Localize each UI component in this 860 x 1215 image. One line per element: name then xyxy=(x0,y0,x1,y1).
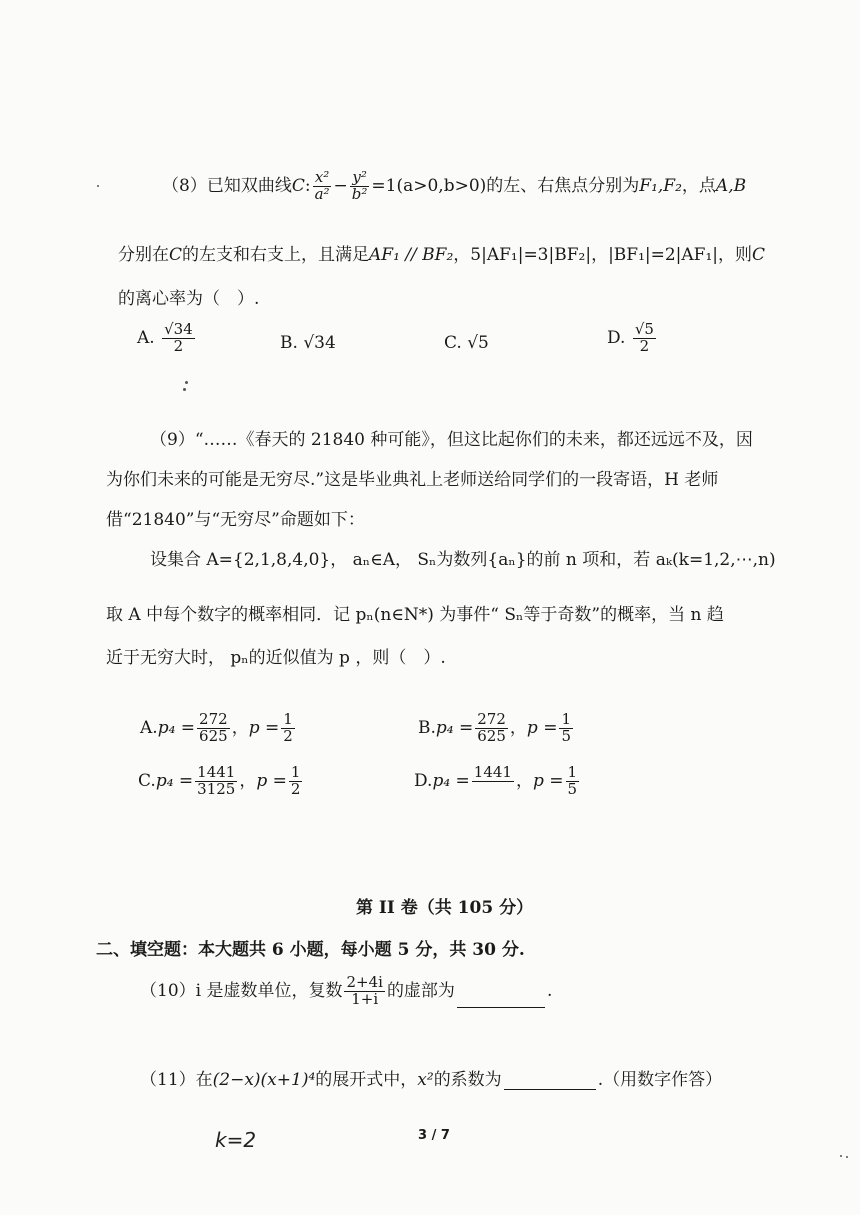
fraction-y2-b2: $\frac{\text{y²}}{\text{b²}}$ xyxy=(351,168,368,203)
q9-option-a: A.p₄ = $\frac{272}{625}$ ，p = $\frac{1}{2}$ xyxy=(140,710,293,745)
q8-option-b: B. √34 xyxy=(280,333,336,353)
stray-mark xyxy=(846,1156,848,1158)
q8-line2: 分别在C的左支和右支上，且满足AF₁ // BF₂，5|AF₁|=3|BF₂|，|BF₁|=2|AF₁|，则C xyxy=(118,245,766,265)
stray-mark xyxy=(840,1155,842,1157)
fraction-x2-a2: $\frac{\text{x²}}{\text{a²}}$ xyxy=(314,168,330,203)
q9-line3: 借“21840”与“无穷尽”命题如下： xyxy=(106,510,365,530)
q8-line1: （8）已知双曲线C: $\frac{\text{x²}}{\text{a²}}$ − $\frac{\text{y²}}{\text{b²}}$ =1(a>0,b>0)的左、右焦点分别为F₁,F₂，点A,B xyxy=(162,168,747,203)
q8-option-c: C. √5 xyxy=(444,333,489,353)
q10-line: （10）i 是虚数单位，复数 $\frac{2+4i}{1+i}$ 的虚部为 . xyxy=(140,973,553,1008)
section-heading: 二、填空题：本大题共 6 小题，每小题 5 分，共 30 分. xyxy=(96,940,525,960)
handwritten-note: k=2 xyxy=(215,1128,257,1152)
q9-line4: 设集合 A={2,1,8,4,0}， aₙ∈A， Sₙ为数列{aₙ}的前 n 项和，若 aₖ(k=1,2,⋯,n) xyxy=(150,550,776,570)
q9-line1: （9）“……《春天的 21840 种可能》，但这比起你们的未来，都还远远不及，因 xyxy=(150,430,753,450)
q9-option-d: D.p₄ = 1441 ，p = $\frac{1}{5}$ xyxy=(414,763,578,798)
q11-line: （11）在(2−x)(x+1)⁴的展开式中，x²的系数为 .（用数字作答） xyxy=(140,1070,723,1090)
stray-mark xyxy=(185,381,188,384)
q9-option-c: C.p₄ = $\frac{1441}{3125}$ ，p = $\frac{1}{2}$ xyxy=(138,763,301,798)
page-number: 3 / 7 xyxy=(418,1128,450,1143)
answer-blank-q11[interactable] xyxy=(504,1071,596,1090)
fraction-complex: $\frac{2+4i}{1+i}$ xyxy=(346,973,383,1008)
stray-mark xyxy=(183,388,186,391)
q9-line5: 取 A 中每个数字的概率相同．记 pₙ(n∈N*) 为事件“ Sₙ等于奇数”的概率，当 n 趋 xyxy=(106,605,724,625)
q9-option-b: B.p₄ = $\frac{272}{625}$ ，p = $\frac{1}{5}$ xyxy=(418,710,571,745)
q8-option-d: D. $\frac{√5}{2}$ xyxy=(607,320,654,355)
q9-line2: 为你们未来的可能是无穷尽.”这是毕业典礼上老师送给同学们的一段寄语，H 老师 xyxy=(106,470,719,490)
section-title: 第 II 卷（共 105 分） xyxy=(356,898,534,918)
q8-option-a: A. $\frac{√34}{2}$ xyxy=(137,320,193,355)
q8-line3: 的离心率为（ ）. xyxy=(118,289,260,309)
q9-line6: 近于无穷大时， pₙ的近似值为 p ，则（ ）. xyxy=(106,648,446,668)
answer-blank-q10[interactable] xyxy=(457,989,545,1008)
stray-mark xyxy=(97,185,99,187)
